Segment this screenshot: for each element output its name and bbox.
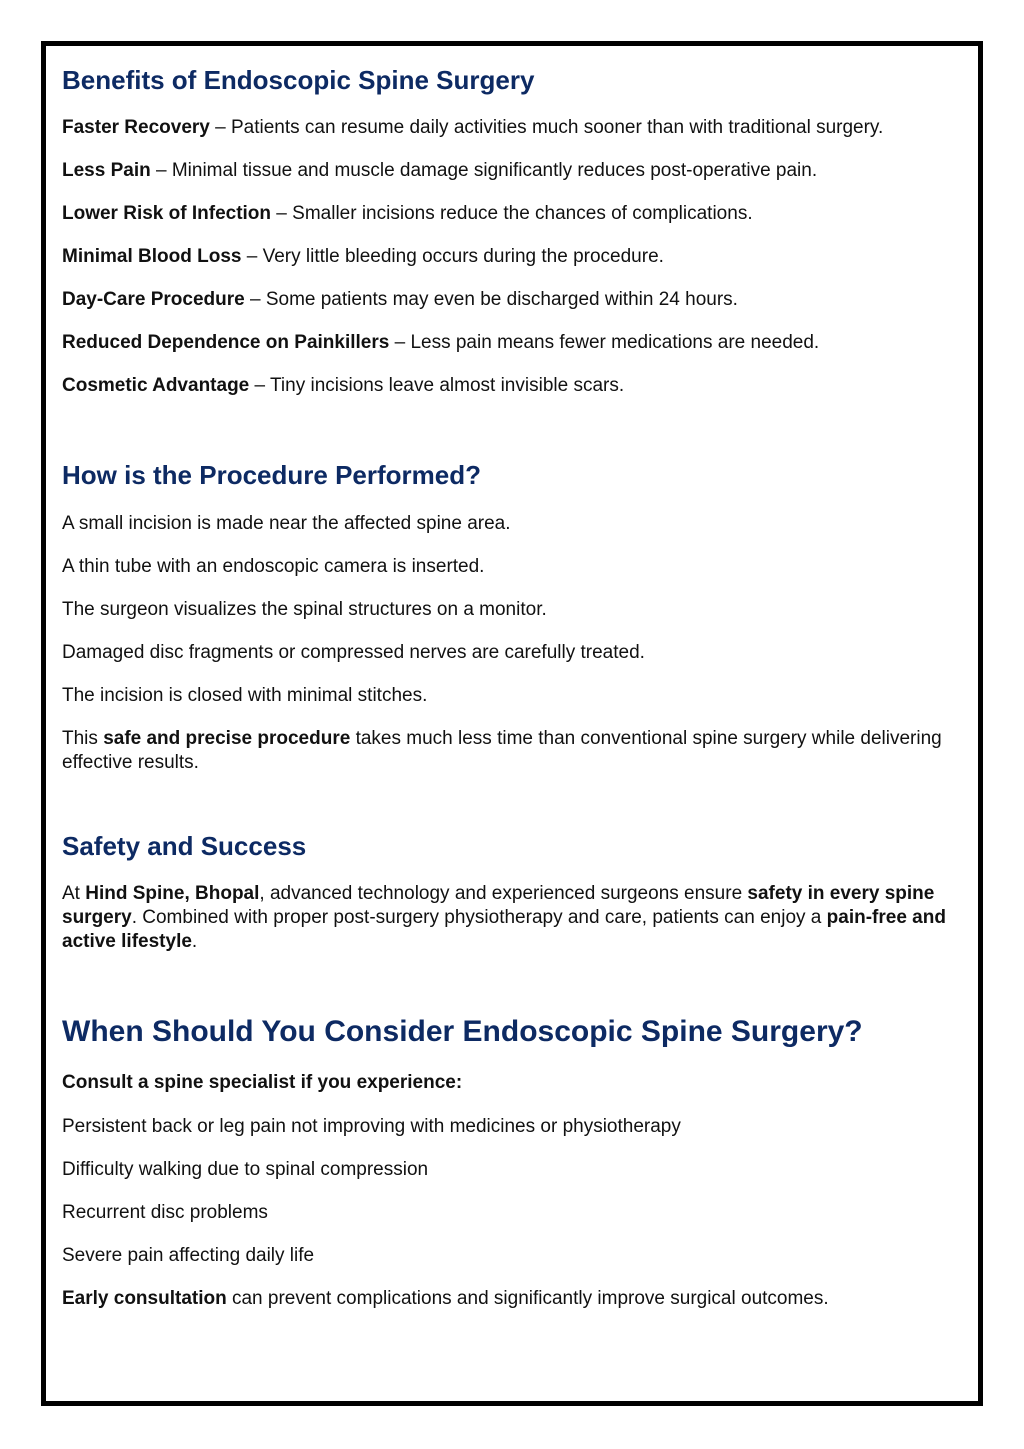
summary-emphasis: safe and precise procedure — [103, 728, 351, 749]
closing-text: can prevent complications and significantly improve surgical outcomes. — [226, 1288, 829, 1309]
safety-heading: Safety and Success — [62, 831, 307, 861]
benefit-label: Less Pain — [62, 160, 151, 181]
benefit-label: Reduced Dependence on Painkillers — [62, 332, 390, 353]
benefit-text: – Minimal tissue and muscle damage significantly reduces post-operative pain. — [150, 160, 818, 181]
clinic-name: Hind Spine, Bhopal — [85, 883, 260, 904]
safety-emphasis: safety in every spine surgery — [62, 883, 935, 928]
when-intro-text: Consult a spine specialist if you experience: — [62, 1072, 463, 1093]
procedure-step: A thin tube with an endoscopic camera is inserted. — [62, 556, 485, 577]
lifestyle-emphasis: pain-free and active lifestyle — [62, 907, 946, 952]
benefit-item — [62, 159, 962, 183]
when-closing — [62, 1287, 962, 1311]
procedure-summary — [62, 727, 962, 775]
safety-text: . Combined with proper post-surgery physiotherapy and care, patients can enjoy a — [131, 907, 827, 928]
symptom-item: Severe pain affecting daily life — [62, 1245, 315, 1266]
safety-text: . — [191, 931, 198, 952]
benefit-text: – Less pain means fewer medications are needed. — [389, 332, 820, 353]
symptom-item: Difficulty walking due to spinal compression — [62, 1159, 429, 1180]
benefit-item — [62, 288, 962, 312]
benefit-text: – Some patients may even be discharged within 24 hours. — [244, 289, 738, 310]
procedure-step: The incision is closed with minimal stitches. — [62, 685, 428, 706]
safety-text: , advanced technology and experienced surgeons ensure — [259, 883, 748, 904]
safety-text: At — [62, 883, 86, 904]
procedure-step: Damaged disc fragments or compressed nerves are carefully treated. — [62, 642, 645, 663]
document-frame — [41, 41, 983, 1406]
benefit-item — [62, 331, 962, 355]
benefit-text: – Very little bleeding occurs during the procedure. — [241, 246, 664, 267]
when-heading: When Should You Consider Endoscopic Spine Surgery? — [62, 1015, 863, 1048]
summary-text: This — [62, 728, 104, 749]
closing-emphasis: Early consultation — [62, 1288, 227, 1309]
benefit-text: – Smaller incisions reduce the chances of complications. — [271, 203, 753, 224]
benefit-label: Minimal Blood Loss — [62, 246, 242, 267]
symptom-item: Persistent back or leg pain not improving with medicines or physiotherapy — [62, 1116, 681, 1137]
symptom-item: Recurrent disc problems — [62, 1202, 268, 1223]
procedure-heading: How is the Procedure Performed? — [62, 460, 481, 490]
benefit-text: – Tiny incisions leave almost invisible scars. — [249, 375, 625, 396]
procedure-step: The surgeon visualizes the spinal structures on a monitor. — [62, 599, 547, 620]
safety-paragraph — [62, 882, 962, 954]
benefit-label: Lower Risk of Infection — [62, 203, 272, 224]
benefit-item — [62, 374, 962, 398]
benefit-item — [62, 116, 962, 140]
when-intro — [62, 1071, 962, 1095]
summary-text: takes much less time than conventional spine surgery while delivering effective results. — [62, 728, 942, 773]
benefit-text: – Patients can resume daily activities much sooner than with traditional surgery. — [209, 117, 884, 138]
benefit-item — [62, 202, 962, 226]
benefit-item — [62, 245, 962, 269]
benefits-heading: Benefits of Endoscopic Spine Surgery — [62, 65, 535, 95]
benefit-label: Day-Care Procedure — [62, 289, 245, 310]
benefit-label: Cosmetic Advantage — [62, 375, 250, 396]
benefit-label: Faster Recovery — [62, 117, 210, 138]
procedure-step: A small incision is made near the affected spine area. — [62, 513, 511, 534]
